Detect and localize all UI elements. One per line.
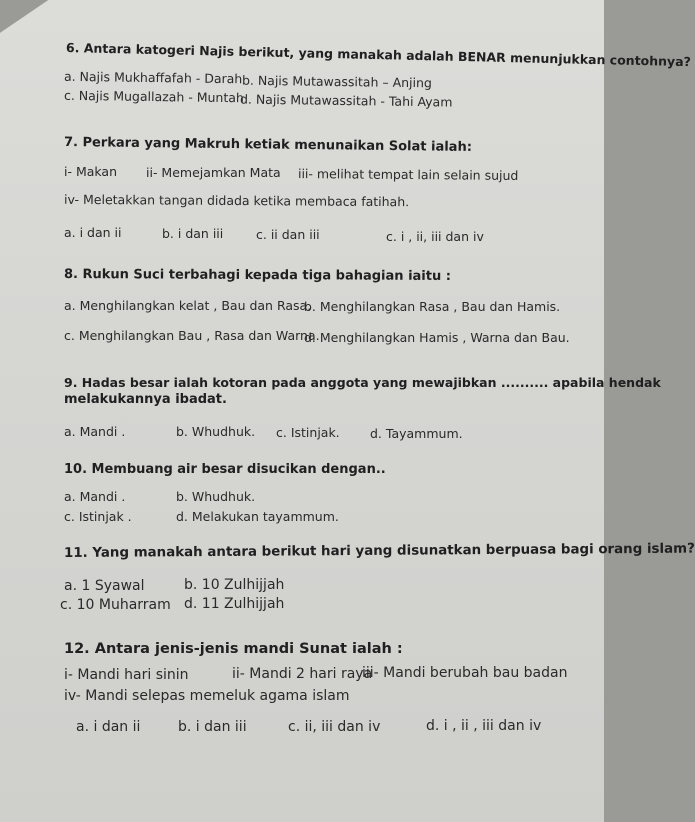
question-12-statement-iv: iv- Mandi selepas memeluk agama islam (64, 688, 350, 704)
question-11-title: 11. Yang manakah antara berikut hari yang disunatkan berpuasa bagi orang islam? (63, 541, 695, 561)
question-12-statement-i: i- Mandi hari sinin (64, 667, 189, 683)
question-7-option-c: c. ii dan iii (256, 227, 320, 242)
question-11-option-b: b. 10 Zulhijjah (184, 577, 285, 593)
question-10-title: 10. Membuang air besar disucikan dengan.. (64, 462, 386, 477)
question-7-title: 7. Perkara yang Makruh ketiak menunaikan Solat ialah: (63, 135, 473, 155)
question-9-option-a: a. Mandi . (64, 424, 126, 439)
question-12-title: 12. Antara jenis-jenis mandi Sunat ialah : (64, 641, 403, 657)
question-9-title-line-1: 9. Hadas besar ialah kotoran pada anggota yang mewajibkan .......... apabila hendak (64, 375, 661, 390)
question-9-option-c: c. Istinjak. (276, 425, 340, 440)
question-7-option-a: a. i dan ii (64, 225, 122, 240)
question-12-statement-ii: ii- Mandi 2 hari raya (232, 666, 373, 682)
question-12-option-d: d. i , ii , iii dan iv (426, 718, 542, 734)
question-10-option-c: c. Istinjak . (64, 509, 132, 524)
question-11-option-d: d. 11 Zulhijjah (184, 596, 285, 612)
question-12-option-c: c. ii, iii dan iv (288, 719, 381, 735)
question-7-option-b: b. i dan iii (162, 226, 224, 241)
question-7-statement-i: i- Makan (64, 164, 118, 179)
question-7-statement-iv: iv- Meletakkan tangan didada ketika membaca fatihah. (63, 191, 410, 210)
question-10-option-a: a. Mandi . (64, 489, 126, 504)
question-8-title: 8. Rukun Suci terbahagi kepada tiga bahagian iaitu : (63, 267, 452, 285)
question-7-statement-ii: ii- Memejamkan Mata (146, 165, 281, 180)
question-7-statement-iii: iii- melihat tempat lain selain sujud (297, 166, 519, 183)
question-10-option-b: b. Whudhuk. (176, 489, 256, 504)
question-12-statement-iii: iii- Mandi berubah bau badan (362, 665, 568, 681)
question-6-option-c: c. Najis Mugallazah - Muntah (63, 87, 244, 106)
question-6-option-a: a. Najis Mukhaffafah - Darah (63, 68, 243, 87)
question-10-option-d: d. Melakukan tayammum. (176, 509, 339, 524)
question-12-option-b: b. i dan iii (178, 719, 247, 735)
question-8-option-c: c. Menghilangkan Bau , Rasa dan Warna. (64, 328, 320, 343)
question-11-option-c: c. 10 Muharram (60, 597, 171, 613)
question-8-option-d: d. Menghilangkan Hamis , Warna dan Bau. (304, 330, 570, 345)
question-8-option-b: b. Menghilangkan Rasa , Bau dan Hamis. (304, 299, 561, 314)
question-9-option-b: b. Whudhuk. (176, 424, 256, 439)
question-8-option-a: a. Menghilangkan kelat , Bau dan Rasa. (64, 298, 312, 313)
question-11-option-a: a. 1 Syawal (64, 578, 145, 594)
question-9-title-line-2: melakukannya ibadat. (64, 392, 227, 407)
question-6-option-d: d. Najis Mutawassitah - Tahi Ayam (239, 91, 453, 110)
question-7-option-d: c. i , ii, iii dan iv (386, 229, 484, 244)
question-9-option-d: d. Tayammum. (370, 426, 463, 441)
question-12-option-a: a. i dan ii (76, 719, 141, 735)
question-6-title: 6. Antara katogeri Najis berikut, yang manakah adalah BENAR menunjukkan contohnya? (65, 40, 692, 70)
question-6-option-b: b. Najis Mutawassitah – Anjing (241, 72, 433, 91)
